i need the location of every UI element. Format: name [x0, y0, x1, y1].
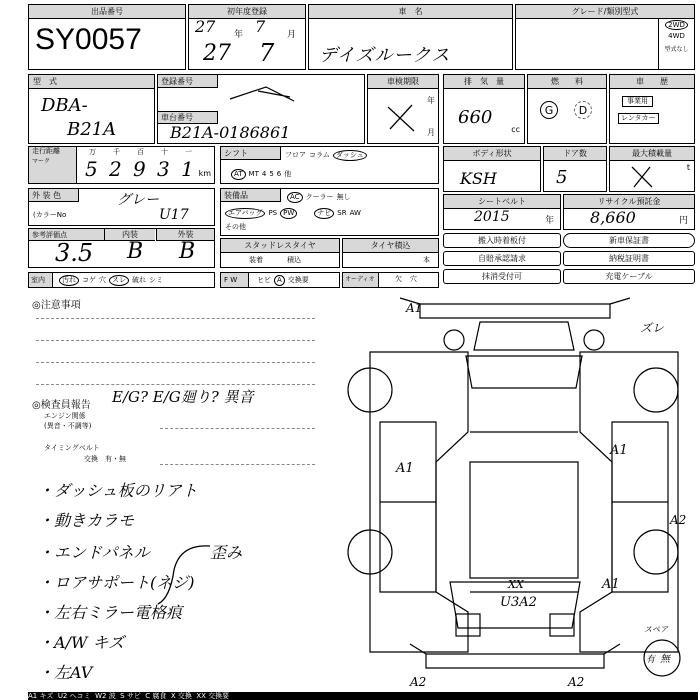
first-reg-month-unit: 月	[287, 30, 297, 40]
mark-9: A2	[410, 675, 427, 689]
car-damage-diagram	[340, 292, 700, 692]
interior-status-label: 室内	[29, 273, 53, 287]
history-business: 事業用	[622, 96, 653, 107]
grades-box	[28, 228, 215, 268]
timing-label: タイミングベルト	[44, 444, 100, 452]
capacity-box	[609, 146, 695, 192]
fw-box	[220, 272, 340, 288]
shift-label: シフト	[221, 147, 281, 160]
lot-number-label: 出品番号	[29, 5, 185, 19]
shift-box	[220, 146, 439, 184]
tire-load-label: タイヤ積込	[343, 239, 438, 253]
seatbelt-value: 2015	[474, 209, 510, 225]
shift-row2: AT MT 4 5 6 他	[231, 169, 294, 180]
seatbelt-box	[443, 194, 561, 230]
mileage-label: 走行距離	[32, 147, 60, 155]
studless-options: 装着 積込	[249, 256, 301, 264]
displacement-label: 排 気 量	[444, 75, 524, 89]
mark-8: U3A2	[500, 595, 537, 610]
mark-2: ズレ	[640, 321, 665, 335]
model-value-1: DBA-	[41, 95, 88, 116]
inspector-item-5: ・左右ミラー電格痕	[38, 603, 183, 622]
displacement-box	[443, 74, 525, 144]
grades-label: 参考評価点	[29, 229, 105, 241]
reg-no-label: 登録番号	[158, 75, 218, 88]
timing-options: 交換 有・無	[84, 455, 126, 463]
report-line-2	[160, 464, 315, 465]
body-type-box	[443, 146, 541, 192]
body-type-value: KSH	[460, 169, 497, 188]
color-box	[28, 188, 215, 226]
shift-row1: フロア コラム ダッシュ	[285, 150, 370, 161]
equipment-label: 装備品	[221, 189, 281, 202]
color-code-label: (カラーNo	[33, 211, 67, 219]
notes-label: ◎注意事項	[32, 300, 81, 311]
model-label: 型 式	[29, 75, 154, 89]
inspection-month-unit: 月	[427, 128, 435, 137]
engine-sub: (異音・不調等)	[44, 422, 92, 430]
rear-bumper	[426, 654, 604, 668]
doc-tax: 納税証明書	[563, 251, 695, 266]
color-label: 外 装 色	[29, 189, 79, 202]
hood	[474, 322, 574, 350]
mileage-sub: マーク	[32, 158, 51, 165]
mark-7: XX	[508, 578, 524, 591]
note-line-1	[36, 318, 315, 319]
first-reg-month-2: 7	[259, 39, 275, 67]
audio-items: 欠 穴	[395, 275, 417, 283]
inspector-item-2: ・動きカラモ	[38, 511, 135, 530]
inspector-item-4: ・ロアサポート(ネジ)	[38, 573, 195, 592]
inspector-item-7: ・左AV	[38, 663, 93, 682]
equipment-row2: エアバッグ PS PW ナビ SR AW	[225, 208, 364, 219]
capacity-unit: t	[686, 163, 690, 172]
inspector-side-note: 歪み	[210, 543, 243, 562]
recycle-label: リサイクル預託金	[564, 195, 694, 209]
inspector-label: ◎検査員報告	[32, 400, 91, 411]
audio-box	[342, 272, 439, 288]
audio-label: オーディオ	[343, 273, 379, 287]
doors-label: ドア数	[544, 147, 606, 161]
doors-box	[543, 146, 607, 192]
drive-options	[658, 18, 694, 70]
drive-2wd: 2WD	[659, 21, 694, 29]
interior-status-items: 汚れ コゲ 穴 スレ 破れ シミ	[59, 275, 166, 286]
mark-4: A1	[610, 443, 628, 458]
chassis-label: 車台番号	[158, 111, 218, 124]
doors-value: 5	[556, 167, 568, 188]
recycle-value: 8,660	[590, 208, 636, 227]
mileage-unit: km	[198, 169, 211, 178]
first-reg-month: 7	[255, 17, 266, 36]
doc-warranty: 新車保証書	[563, 233, 695, 248]
drive-none: 型式なし	[664, 46, 689, 53]
drive-4wd: 4WD	[668, 32, 685, 40]
equipment-row1: AC クーラー 無し	[287, 192, 354, 203]
first-registration-label: 初年度登録	[189, 5, 305, 19]
recycle-box	[563, 194, 695, 230]
inspection-cross	[386, 103, 416, 133]
interior-status-box	[28, 272, 215, 288]
history-rental: レンタカー	[618, 113, 659, 124]
capacity-cross	[630, 165, 654, 189]
tire-load-box	[342, 238, 439, 268]
studless-label: スタッドレスタイヤ	[221, 239, 339, 253]
mark-5: A2	[670, 513, 687, 527]
mark-6: A1	[602, 577, 620, 592]
note-line-4	[36, 384, 315, 385]
inspection-year-unit: 年	[427, 96, 435, 105]
first-reg-year: 27	[195, 17, 216, 36]
mark-1: A1	[406, 301, 423, 315]
fuel-g: G	[540, 101, 558, 119]
history-label: 車 歴	[610, 75, 694, 89]
equipment-box	[220, 188, 439, 236]
inspection-label: 車検期限	[368, 75, 438, 89]
history-box	[609, 74, 695, 144]
spare-label: スペア	[644, 625, 668, 634]
body-type-label: ボディ形状	[444, 147, 540, 161]
car-name-value: デイズルークス	[319, 45, 451, 66]
reg-no-box	[157, 74, 365, 144]
first-reg-year-2: 27	[203, 41, 231, 66]
note-line-3	[36, 362, 315, 363]
front-bumper	[420, 304, 610, 318]
inspector-item-1: ・ダッシュ板のリアト	[38, 481, 198, 500]
equipment-other: その他	[225, 223, 246, 231]
doc-deregistration: 抹消受付可	[443, 269, 561, 284]
note-line-2	[36, 340, 315, 341]
inspector-item-3: ・エンドパネル	[38, 543, 150, 562]
engine-label: エンジン関係	[44, 412, 86, 420]
chassis-value: B21A-0186861	[170, 123, 291, 142]
model-box	[28, 74, 155, 144]
reg-no-scribble	[228, 85, 298, 105]
grades-exterior: B	[179, 239, 196, 264]
seatbelt-unit: 年	[544, 216, 554, 226]
mileage-label-cell	[29, 147, 77, 183]
grades-interior: B	[127, 239, 144, 264]
wheel-rear-right	[634, 530, 678, 574]
inspector-report: E/G? E/G廻り? 異音	[112, 388, 254, 406]
grades-exterior-label: 外装	[156, 229, 214, 241]
mileage-box: 走行距離 マーク 万 千 百 十 一 5 2 9 3 1 km	[28, 146, 215, 184]
displacement-unit: cc	[511, 125, 520, 134]
doc-insurance: 自賠承認請求	[443, 251, 561, 266]
roof	[470, 462, 578, 578]
studless-box	[220, 238, 340, 268]
grade-box	[515, 4, 695, 70]
mark-3: A1	[396, 461, 414, 476]
lot-number-value: SY0057	[35, 23, 142, 56]
fw-items: ヒビ A 交換要	[257, 276, 309, 284]
report-line-1	[160, 428, 315, 429]
inspection-box	[367, 74, 439, 144]
displacement-value: 660	[458, 107, 493, 128]
lot-number-box	[28, 4, 186, 70]
doc-delivery: 搬入時着板付	[443, 233, 561, 248]
spare-yes: 有	[646, 655, 656, 665]
fuel-d: D	[574, 101, 592, 119]
spare-no: 無	[660, 654, 670, 665]
grade-label: グレード/類別型式	[516, 5, 694, 19]
model-value-2: B21A	[67, 119, 117, 140]
first-reg-year-unit: 年	[234, 30, 244, 40]
color-code: U17	[159, 207, 189, 223]
first-registration-box	[188, 4, 306, 70]
inspector-item-6: ・A/W キズ	[38, 633, 125, 652]
fuel-box	[527, 74, 607, 144]
fw-label: F W	[221, 273, 249, 287]
color-value: グレー	[117, 192, 159, 208]
seatbelt-label: シートベルト	[444, 195, 560, 209]
footer-legend: A1 キズ U2 ヘコミ W2 波 S サビ C 腐食 X 交換 XX 交換要	[28, 692, 698, 700]
wheel-front-right	[634, 368, 678, 412]
grades-overall: 3.5	[55, 239, 94, 267]
capacity-label: 最大積載量	[610, 147, 694, 161]
windshield	[466, 356, 582, 388]
tire-load-unit: 本	[423, 256, 430, 264]
grades-interior-label: 内装	[105, 229, 155, 241]
fuel-label: 燃 料	[528, 75, 606, 89]
doc-charge-cable: 充電ケーブル	[563, 269, 695, 284]
car-name-box	[308, 4, 513, 70]
mark-10: A2	[568, 675, 585, 689]
recycle-unit: 円	[678, 216, 688, 226]
car-name-label: 車 名	[309, 5, 512, 19]
